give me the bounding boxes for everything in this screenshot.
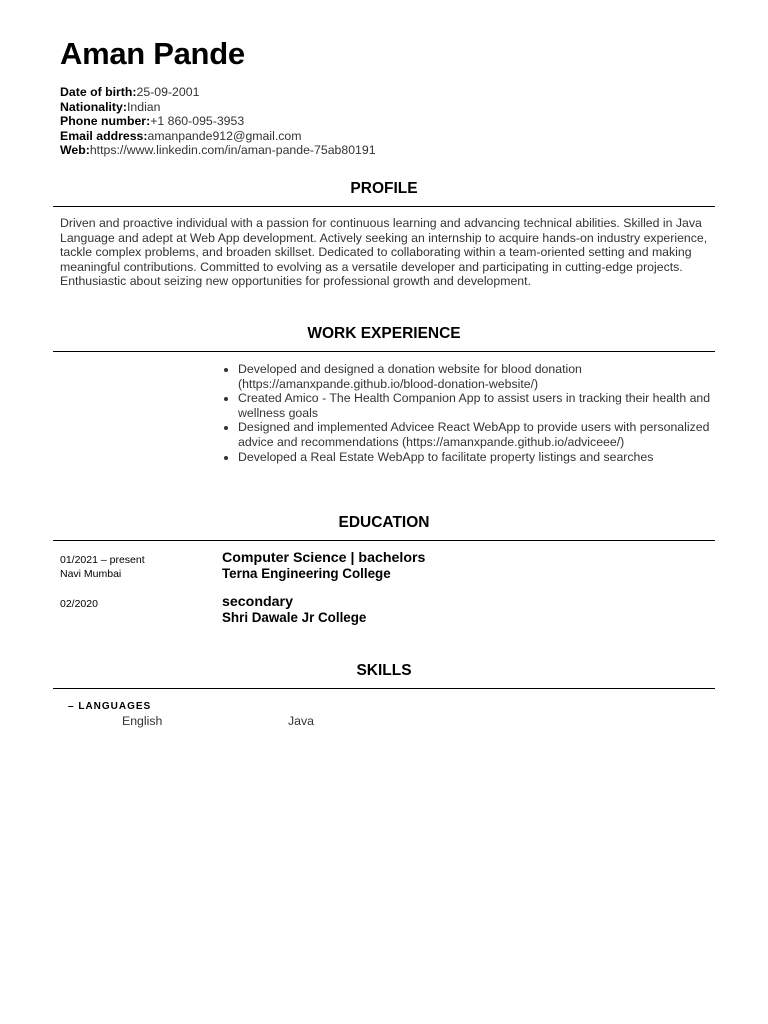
profile-summary: Driven and proactive individual with a passion for continuous learning and advancing technical abilities. Skilled in Java Language and adept at Web App development. Actively seeking an internship to acquire hands-on industry experience, tackle complex problems, and broaden skillset. Dedicated to collaborating within a team-oriented setting and making meaningful contributions. Committed to evolving as a versatile developer and participating in cutting-edge projects. Enthusiastic about seizing new opportunities for professional growth and development. [60, 216, 708, 289]
info-value: +1 860-095-3953 [150, 114, 245, 129]
skills-heading: SKILLS [356, 662, 412, 679]
info-email [60, 129, 376, 144]
section-divider [53, 206, 715, 207]
education-school: Shri Dawale Jr College [222, 610, 367, 625]
info-label: Nationality: [60, 99, 127, 114]
list-item: • Designed and implemented Advicee React WebApp to provide users with personalized advice and recommendations (https://amanxpande.github.io/adviceee/) [238, 420, 728, 449]
education-heading: EDUCATION [338, 514, 430, 531]
info-label: Email address: [60, 128, 148, 143]
info-label: Date of birth: [60, 85, 137, 99]
profile-heading: PROFILE [350, 180, 418, 197]
education-date: 01/2021 – present [60, 554, 145, 566]
section-divider [53, 540, 715, 541]
education-degree: Computer Science | bachelors [222, 550, 426, 566]
education-meta [60, 553, 210, 581]
education-meta [60, 597, 210, 611]
info-value: Indian [126, 99, 161, 114]
info-phone [60, 114, 376, 129]
section-divider [53, 688, 715, 689]
info-date-of-birth [60, 85, 376, 100]
info-label: Phone number: [60, 114, 151, 129]
list-item: • Created Amico - The Health Companion App to assist users in tracking their health and wellness goals [238, 391, 728, 420]
info-web [60, 143, 376, 158]
skill-item-english: English [122, 714, 163, 728]
info-label: Web: [60, 143, 90, 158]
list-item: • Developed and designed a donation website for blood donation (https://amanxpande.github.io/blood-donation-website/) [238, 362, 728, 391]
education-school: Terna Engineering College [222, 566, 391, 581]
education-location: Navi Mumbai [60, 568, 122, 580]
info-value: amanpande912@gmail.com [147, 128, 302, 143]
candidate-name: Aman Pande [60, 36, 245, 71]
personal-info [60, 85, 376, 158]
education-details [222, 595, 702, 625]
list-item: • Developed a Real Estate WebApp to facilitate property listings and searches [238, 450, 728, 465]
info-value: 25-09-2001 [136, 85, 200, 99]
education-degree: secondary [222, 594, 293, 610]
section-divider [53, 351, 715, 352]
info-value: https://www.linkedin.com/in/aman-pande-75ab80191 [89, 143, 376, 158]
education-date: 02/2020 [60, 598, 98, 610]
work-experience-list [222, 362, 728, 464]
info-nationality [60, 100, 376, 115]
work-experience-heading: WORK EXPERIENCE [307, 325, 461, 342]
skills-category-languages: – LANGUAGES [68, 701, 152, 712]
education-details [222, 551, 702, 581]
skill-item-java: Java [288, 714, 314, 728]
